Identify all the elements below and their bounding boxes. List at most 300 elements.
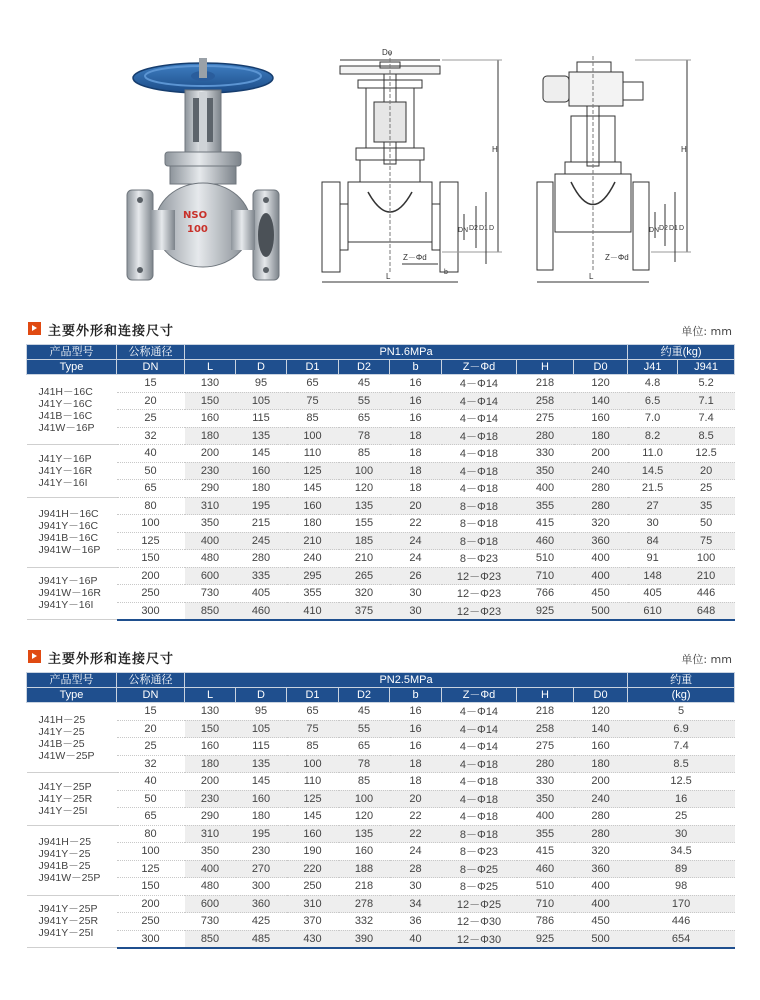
model-code: J41Y－25P bbox=[38, 780, 92, 793]
value-cell: 218 bbox=[517, 703, 574, 721]
value-cell: 4－Φ14 bbox=[442, 720, 517, 738]
value-cell: 105 bbox=[236, 720, 287, 738]
model-code: J41W－16P bbox=[38, 421, 95, 434]
value-cell: 8－Φ18 bbox=[442, 497, 517, 515]
value-cell: 265 bbox=[339, 567, 390, 585]
header-type-cn: 产品型号 bbox=[27, 345, 117, 360]
header-type-en: Type bbox=[27, 688, 117, 703]
value-cell: 200 bbox=[574, 773, 628, 791]
model-code: J41Y－16C bbox=[38, 397, 93, 410]
value-cell: 648 bbox=[678, 602, 735, 620]
value-cell: 280 bbox=[574, 497, 628, 515]
spec-table-pn25 bbox=[26, 672, 735, 949]
value-cell: 430 bbox=[287, 930, 339, 948]
model-code: J41H－16C bbox=[38, 385, 93, 398]
value-cell: 230 bbox=[185, 790, 236, 808]
label-b: b bbox=[444, 269, 448, 276]
value-cell: 18 bbox=[390, 755, 442, 773]
dn-cell: 50 bbox=[117, 462, 185, 480]
value-cell: 110 bbox=[287, 773, 339, 791]
value-cell: 65 bbox=[287, 703, 339, 721]
value-cell: 14.5 bbox=[628, 462, 678, 480]
value-cell: 36 bbox=[390, 913, 442, 931]
table-row bbox=[27, 445, 735, 463]
value-cell: 100 bbox=[287, 427, 339, 445]
value-cell: 180 bbox=[236, 808, 287, 826]
value-cell: 200 bbox=[185, 773, 236, 791]
value-cell: 105 bbox=[236, 392, 287, 410]
table-row bbox=[27, 773, 735, 791]
value-cell: 30 bbox=[628, 515, 678, 533]
header-col: D0 bbox=[574, 688, 628, 703]
value-cell: 280 bbox=[517, 427, 574, 445]
dn-cell: 100 bbox=[117, 843, 185, 861]
header-col: Z－Φd bbox=[442, 688, 517, 703]
value-cell: 16 bbox=[390, 375, 442, 393]
value-cell: 8.5 bbox=[678, 427, 735, 445]
value-cell: 160 bbox=[287, 497, 339, 515]
value-cell: 355 bbox=[287, 585, 339, 603]
table-row bbox=[27, 532, 735, 550]
value-cell: 78 bbox=[339, 427, 390, 445]
header-col: L bbox=[185, 688, 236, 703]
header-dn-cn: 公称通径 bbox=[117, 345, 185, 360]
header-col: L bbox=[185, 360, 236, 375]
value-cell: 180 bbox=[574, 755, 628, 773]
value-cell: 8－Φ25 bbox=[442, 860, 517, 878]
value-cell: 7.4 bbox=[628, 738, 735, 756]
type-group-cell bbox=[27, 375, 117, 445]
table-row bbox=[27, 585, 735, 603]
section-arrow-icon bbox=[28, 650, 41, 663]
value-cell: 310 bbox=[185, 825, 236, 843]
value-cell: 95 bbox=[236, 375, 287, 393]
value-cell: 16 bbox=[390, 738, 442, 756]
value-cell: 12－Φ23 bbox=[442, 602, 517, 620]
value-cell: 148 bbox=[628, 567, 678, 585]
value-cell: 460 bbox=[517, 860, 574, 878]
header-weight-unit: (kg) bbox=[628, 688, 735, 703]
value-cell: 16 bbox=[390, 703, 442, 721]
value-cell: 278 bbox=[339, 895, 390, 913]
table-row bbox=[27, 462, 735, 480]
value-cell: 160 bbox=[236, 462, 287, 480]
value-cell: 16 bbox=[628, 790, 735, 808]
table-row bbox=[27, 392, 735, 410]
value-cell: 145 bbox=[236, 445, 287, 463]
value-cell: 218 bbox=[339, 878, 390, 896]
value-cell: 610 bbox=[628, 602, 678, 620]
table-row bbox=[27, 878, 735, 896]
value-cell: 730 bbox=[185, 585, 236, 603]
header-col: Z－Φd bbox=[442, 360, 517, 375]
value-cell: 160 bbox=[574, 410, 628, 428]
value-cell: 446 bbox=[628, 913, 735, 931]
model-code: J941Y－16C bbox=[38, 520, 99, 532]
value-cell: 360 bbox=[574, 860, 628, 878]
value-cell: 65 bbox=[287, 375, 339, 393]
value-cell: 400 bbox=[517, 808, 574, 826]
value-cell: 925 bbox=[517, 930, 574, 948]
value-cell: 20 bbox=[390, 497, 442, 515]
value-cell: 310 bbox=[185, 497, 236, 515]
dn-cell: 200 bbox=[117, 567, 185, 585]
model-code: J941Y－25I bbox=[38, 927, 94, 940]
value-cell: 245 bbox=[236, 532, 287, 550]
section-arrow-icon bbox=[28, 322, 41, 335]
value-cell: 290 bbox=[185, 808, 236, 826]
value-cell: 500 bbox=[574, 930, 628, 948]
svg-text:H: H bbox=[681, 145, 687, 154]
type-group-cell bbox=[27, 497, 117, 567]
value-cell: 20 bbox=[678, 462, 735, 480]
value-cell: 4－Φ14 bbox=[442, 738, 517, 756]
value-cell: 115 bbox=[236, 410, 287, 428]
svg-text:L: L bbox=[589, 272, 594, 281]
dn-cell: 32 bbox=[117, 427, 185, 445]
value-cell: 98 bbox=[628, 878, 735, 896]
value-cell: 485 bbox=[236, 930, 287, 948]
table-row bbox=[27, 515, 735, 533]
header-col: D1 bbox=[287, 360, 339, 375]
value-cell: 450 bbox=[574, 913, 628, 931]
table-row bbox=[27, 913, 735, 931]
value-cell: 410 bbox=[287, 602, 339, 620]
value-cell: 8－Φ23 bbox=[442, 550, 517, 568]
value-cell: 8－Φ18 bbox=[442, 532, 517, 550]
value-cell: 400 bbox=[185, 532, 236, 550]
value-cell: 160 bbox=[339, 843, 390, 861]
header-dn-en: DN bbox=[117, 360, 185, 375]
value-cell: 18 bbox=[390, 773, 442, 791]
model-code: J941Y－16P bbox=[38, 575, 98, 588]
value-cell: 65 bbox=[339, 410, 390, 428]
value-cell: 110 bbox=[287, 445, 339, 463]
value-cell: 100 bbox=[678, 550, 735, 568]
value-cell: 30 bbox=[390, 878, 442, 896]
value-cell: 5 bbox=[628, 703, 735, 721]
model-code: J941Y－25P bbox=[38, 903, 98, 916]
dn-cell: 80 bbox=[117, 825, 185, 843]
header-weight-col: J41 bbox=[628, 360, 678, 375]
table-row bbox=[27, 427, 735, 445]
header-col: D2 bbox=[339, 360, 390, 375]
type-group-cell bbox=[27, 895, 117, 948]
table-row bbox=[27, 550, 735, 568]
value-cell: 140 bbox=[574, 392, 628, 410]
value-cell: 180 bbox=[236, 480, 287, 498]
header-type-en: Type bbox=[27, 360, 117, 375]
type-group-cell bbox=[27, 703, 117, 773]
table-row bbox=[27, 755, 735, 773]
value-cell: 28 bbox=[390, 860, 442, 878]
model-code: J941Y－25 bbox=[38, 848, 91, 860]
dn-cell: 25 bbox=[117, 410, 185, 428]
table-row bbox=[27, 930, 735, 948]
value-cell: 240 bbox=[574, 462, 628, 480]
label-d0: Do bbox=[382, 48, 393, 57]
model-code: J941Y－16I bbox=[38, 599, 94, 612]
value-cell: 75 bbox=[287, 720, 339, 738]
table-row bbox=[27, 410, 735, 428]
model-code: J41Y－25 bbox=[38, 725, 85, 738]
value-cell: 160 bbox=[236, 790, 287, 808]
value-cell: 40 bbox=[390, 930, 442, 948]
header-type-cn: 产品型号 bbox=[27, 673, 117, 688]
value-cell: 8.5 bbox=[628, 755, 735, 773]
value-cell: 180 bbox=[574, 427, 628, 445]
value-cell: 240 bbox=[574, 790, 628, 808]
model-code: J941B－25 bbox=[38, 860, 91, 872]
value-cell: 220 bbox=[287, 860, 339, 878]
value-cell: 360 bbox=[236, 895, 287, 913]
table-row bbox=[27, 738, 735, 756]
value-cell: 24 bbox=[390, 532, 442, 550]
value-cell: 91 bbox=[628, 550, 678, 568]
dn-cell: 125 bbox=[117, 532, 185, 550]
dn-cell: 20 bbox=[117, 720, 185, 738]
value-cell: 280 bbox=[236, 550, 287, 568]
value-cell: 100 bbox=[339, 462, 390, 480]
label-h: H bbox=[492, 145, 498, 154]
value-cell: 34 bbox=[390, 895, 442, 913]
value-cell: 30 bbox=[390, 585, 442, 603]
value-cell: 125 bbox=[287, 790, 339, 808]
value-cell: 330 bbox=[517, 773, 574, 791]
value-cell: 4－Φ14 bbox=[442, 375, 517, 393]
header-col: D0 bbox=[574, 360, 628, 375]
value-cell: 280 bbox=[517, 755, 574, 773]
type-group-cell bbox=[27, 567, 117, 620]
model-code: J41Y－25I bbox=[38, 804, 88, 817]
value-cell: 425 bbox=[236, 913, 287, 931]
value-cell: 75 bbox=[287, 392, 339, 410]
value-cell: 16 bbox=[390, 720, 442, 738]
model-code: J941B－16C bbox=[38, 532, 99, 544]
value-cell: 55 bbox=[339, 392, 390, 410]
value-cell: 8－Φ18 bbox=[442, 515, 517, 533]
value-cell: 145 bbox=[287, 808, 339, 826]
svg-text:Z－Φd: Z－Φd bbox=[605, 253, 629, 262]
value-cell: 510 bbox=[517, 550, 574, 568]
table-row bbox=[27, 895, 735, 913]
value-cell: 145 bbox=[287, 480, 339, 498]
value-cell: 20 bbox=[390, 790, 442, 808]
dn-cell: 25 bbox=[117, 738, 185, 756]
value-cell: 7.0 bbox=[628, 410, 678, 428]
value-cell: 320 bbox=[339, 585, 390, 603]
valve-brand-badge: NSO bbox=[183, 210, 208, 221]
value-cell: 18 bbox=[390, 445, 442, 463]
value-cell: 150 bbox=[185, 392, 236, 410]
value-cell: 85 bbox=[287, 738, 339, 756]
value-cell: 155 bbox=[339, 515, 390, 533]
value-cell: 85 bbox=[339, 773, 390, 791]
value-cell: 30 bbox=[390, 602, 442, 620]
value-cell: 6.9 bbox=[628, 720, 735, 738]
dn-cell: 40 bbox=[117, 445, 185, 463]
value-cell: 7.4 bbox=[678, 410, 735, 428]
model-code: J941Y－25R bbox=[38, 915, 99, 928]
model-code: J41Y－16I bbox=[38, 476, 88, 489]
value-cell: 925 bbox=[517, 602, 574, 620]
value-cell: 21.5 bbox=[628, 480, 678, 498]
value-cell: 170 bbox=[628, 895, 735, 913]
label-d1: D1 bbox=[479, 225, 488, 232]
value-cell: 100 bbox=[287, 755, 339, 773]
table-body bbox=[27, 703, 735, 948]
value-cell: 405 bbox=[628, 585, 678, 603]
dn-cell: 40 bbox=[117, 773, 185, 791]
value-cell: 400 bbox=[185, 860, 236, 878]
table-row bbox=[27, 808, 735, 826]
value-cell: 24 bbox=[390, 550, 442, 568]
value-cell: 290 bbox=[185, 480, 236, 498]
value-cell: 22 bbox=[390, 515, 442, 533]
header-col: D1 bbox=[287, 688, 339, 703]
value-cell: 4－Φ18 bbox=[442, 445, 517, 463]
value-cell: 24 bbox=[390, 843, 442, 861]
value-cell: 258 bbox=[517, 392, 574, 410]
value-cell: 654 bbox=[628, 930, 735, 948]
value-cell: 360 bbox=[574, 532, 628, 550]
value-cell: 195 bbox=[236, 497, 287, 515]
value-cell: 258 bbox=[517, 720, 574, 738]
value-cell: 4－Φ18 bbox=[442, 790, 517, 808]
value-cell: 330 bbox=[517, 445, 574, 463]
value-cell: 4－Φ14 bbox=[442, 410, 517, 428]
value-cell: 230 bbox=[185, 462, 236, 480]
value-cell: 355 bbox=[517, 497, 574, 515]
drawing-handwheel bbox=[318, 42, 528, 292]
model-code: J41Y－16P bbox=[38, 452, 92, 465]
figures-area bbox=[0, 0, 760, 300]
label-d: D bbox=[489, 225, 495, 232]
value-cell: 730 bbox=[185, 913, 236, 931]
value-cell: 78 bbox=[339, 755, 390, 773]
value-cell: 125 bbox=[287, 462, 339, 480]
dn-cell: 250 bbox=[117, 913, 185, 931]
value-cell: 12－Φ23 bbox=[442, 567, 517, 585]
value-cell: 4－Φ14 bbox=[442, 703, 517, 721]
dn-cell: 125 bbox=[117, 860, 185, 878]
value-cell: 786 bbox=[517, 913, 574, 931]
spec-table-pn16 bbox=[26, 344, 735, 621]
value-cell: 390 bbox=[339, 930, 390, 948]
type-group-cell bbox=[27, 773, 117, 826]
dn-cell: 150 bbox=[117, 550, 185, 568]
value-cell: 332 bbox=[339, 913, 390, 931]
value-cell: 84 bbox=[628, 532, 678, 550]
value-cell: 120 bbox=[574, 703, 628, 721]
value-cell: 6.5 bbox=[628, 392, 678, 410]
value-cell: 250 bbox=[287, 878, 339, 896]
value-cell: 4－Φ18 bbox=[442, 427, 517, 445]
value-cell: 210 bbox=[678, 567, 735, 585]
dn-cell: 65 bbox=[117, 480, 185, 498]
dn-cell: 200 bbox=[117, 895, 185, 913]
value-cell: 210 bbox=[287, 532, 339, 550]
value-cell: 188 bbox=[339, 860, 390, 878]
value-cell: 150 bbox=[185, 720, 236, 738]
value-cell: 65 bbox=[339, 738, 390, 756]
header-col: D bbox=[236, 688, 287, 703]
value-cell: 850 bbox=[185, 602, 236, 620]
value-cell: 350 bbox=[517, 462, 574, 480]
value-cell: 415 bbox=[517, 515, 574, 533]
table-row bbox=[27, 860, 735, 878]
value-cell: 500 bbox=[574, 602, 628, 620]
value-cell: 4.8 bbox=[628, 375, 678, 393]
table-row bbox=[27, 720, 735, 738]
value-cell: 160 bbox=[185, 410, 236, 428]
value-cell: 135 bbox=[236, 427, 287, 445]
value-cell: 16 bbox=[390, 392, 442, 410]
value-cell: 415 bbox=[517, 843, 574, 861]
dn-cell: 80 bbox=[117, 497, 185, 515]
value-cell: 320 bbox=[574, 843, 628, 861]
value-cell: 200 bbox=[185, 445, 236, 463]
value-cell: 510 bbox=[517, 878, 574, 896]
value-cell: 218 bbox=[517, 375, 574, 393]
value-cell: 50 bbox=[678, 515, 735, 533]
value-cell: 350 bbox=[185, 515, 236, 533]
value-cell: 18 bbox=[390, 427, 442, 445]
value-cell: 850 bbox=[185, 930, 236, 948]
value-cell: 135 bbox=[339, 825, 390, 843]
value-cell: 25 bbox=[678, 480, 735, 498]
value-cell: 120 bbox=[339, 480, 390, 498]
value-cell: 350 bbox=[185, 843, 236, 861]
value-cell: 400 bbox=[517, 480, 574, 498]
model-code: J941W－16P bbox=[38, 544, 101, 556]
dn-cell: 100 bbox=[117, 515, 185, 533]
table-row bbox=[27, 375, 735, 393]
header-col: H bbox=[517, 688, 574, 703]
header-weight-col: J941 bbox=[678, 360, 735, 375]
valve-size-badge: 100 bbox=[187, 224, 208, 235]
value-cell: 34.5 bbox=[628, 843, 735, 861]
value-cell: 4－Φ18 bbox=[442, 462, 517, 480]
section-title: 主要外形和连接尺寸 bbox=[48, 652, 175, 667]
model-code: J41W－25P bbox=[38, 749, 95, 762]
value-cell: 460 bbox=[517, 532, 574, 550]
section-title: 主要外形和连接尺寸 bbox=[48, 324, 175, 339]
value-cell: 370 bbox=[287, 913, 339, 931]
value-cell: 55 bbox=[339, 720, 390, 738]
value-cell: 400 bbox=[574, 550, 628, 568]
value-cell: 180 bbox=[287, 515, 339, 533]
model-code: J41B－25 bbox=[38, 737, 85, 750]
value-cell: 355 bbox=[517, 825, 574, 843]
header-weight: 约重(kg) bbox=[628, 345, 735, 360]
label-d2: D2 bbox=[469, 225, 478, 232]
value-cell: 280 bbox=[574, 808, 628, 826]
section-header-pn25 bbox=[28, 648, 732, 666]
value-cell: 4－Φ14 bbox=[442, 392, 517, 410]
table-row bbox=[27, 790, 735, 808]
header-col: D bbox=[236, 360, 287, 375]
table-row bbox=[27, 480, 735, 498]
dn-cell: 20 bbox=[117, 392, 185, 410]
value-cell: 120 bbox=[574, 375, 628, 393]
value-cell: 350 bbox=[517, 790, 574, 808]
dn-cell: 15 bbox=[117, 703, 185, 721]
value-cell: 7.1 bbox=[678, 392, 735, 410]
value-cell: 280 bbox=[574, 825, 628, 843]
value-cell: 230 bbox=[236, 843, 287, 861]
value-cell: 95 bbox=[236, 703, 287, 721]
